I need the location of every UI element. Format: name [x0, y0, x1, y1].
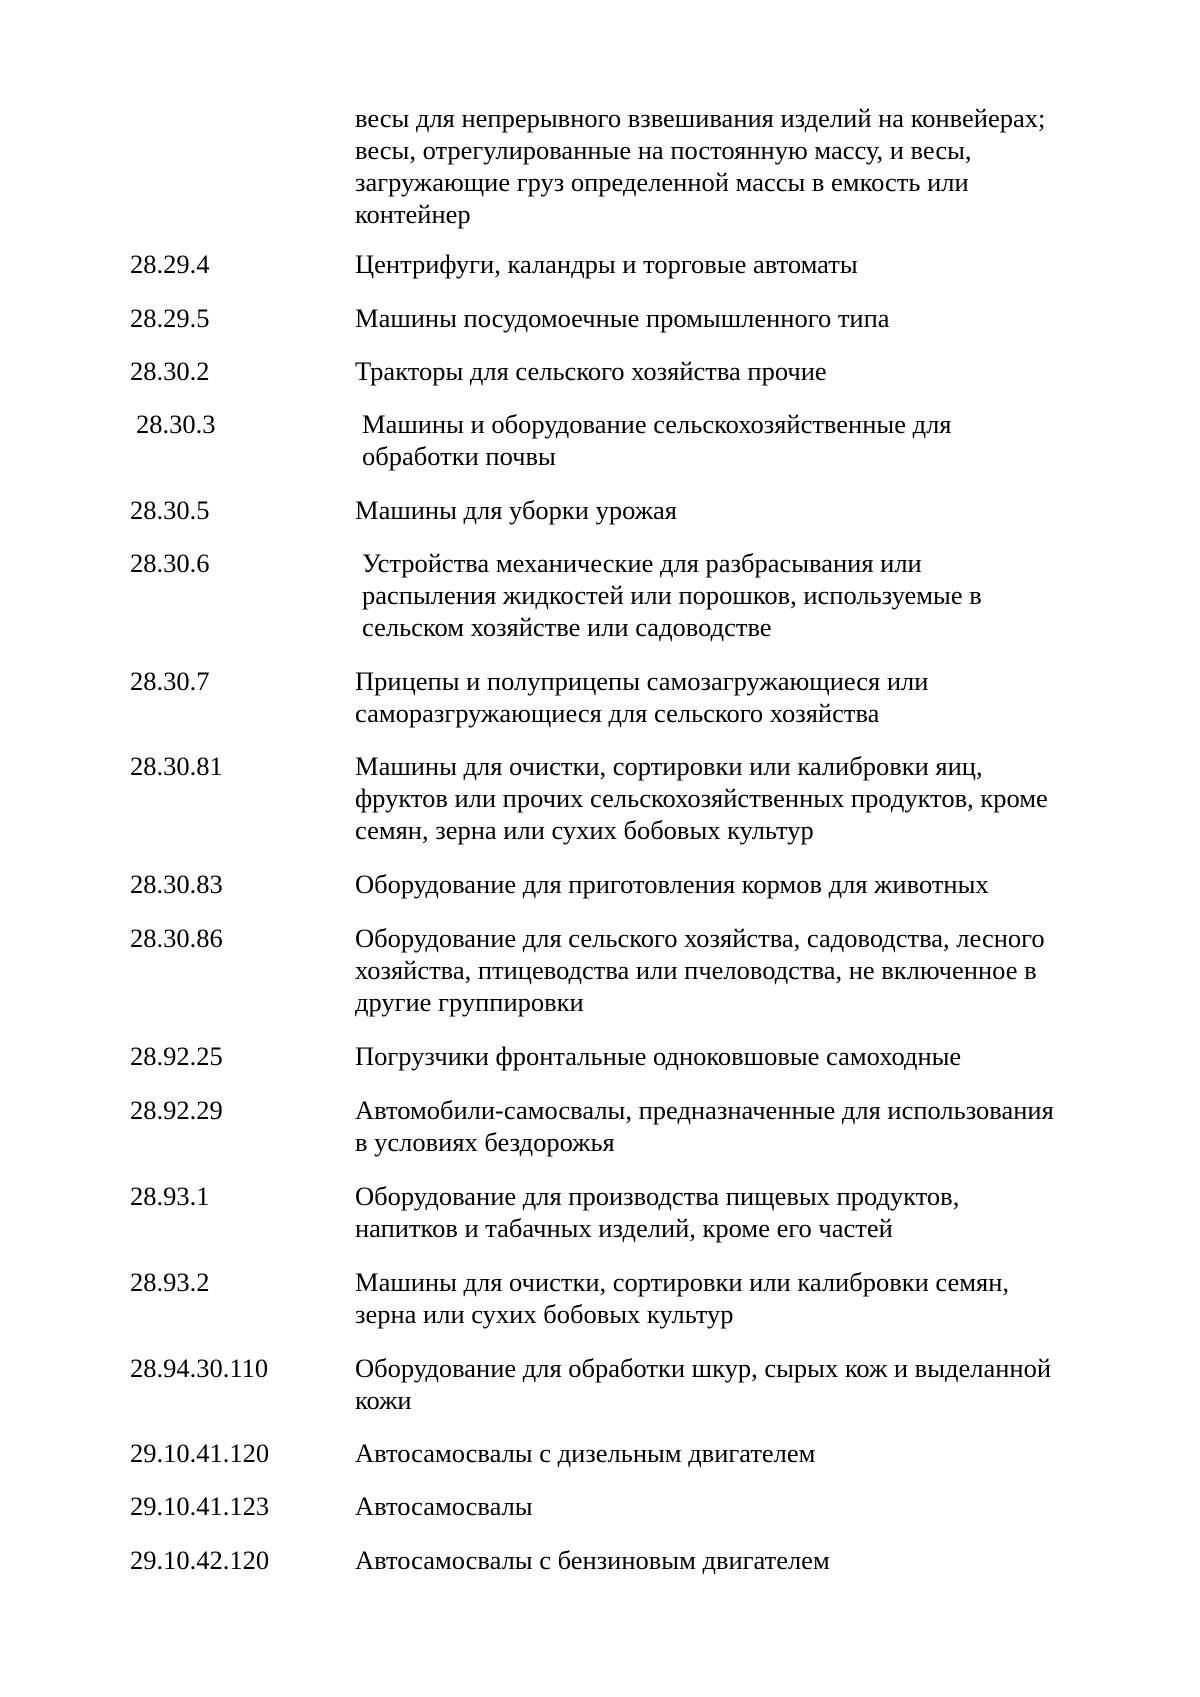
description-line: обработки почвы — [362, 441, 556, 471]
entry-code: 28.93.2 — [130, 1267, 210, 1297]
entry-description — [355, 1266, 1125, 1330]
entry-description — [355, 1437, 1125, 1469]
entry-code: 28.30.5 — [130, 495, 210, 525]
description-line: саморазгружающиеся для сельского хозяйства — [355, 698, 880, 728]
entry-code: 28.30.7 — [130, 666, 210, 696]
entry-code: 29.10.42.120 — [130, 1545, 270, 1575]
entry-description — [355, 302, 1125, 334]
entry-description — [355, 248, 1125, 280]
description-line: Оборудование для приготовления кормов для животных — [355, 869, 989, 899]
entry-description — [362, 547, 1132, 643]
description-line: другие группировки — [355, 987, 584, 1017]
description-line: напитков и табачных изделий, кроме его частей — [355, 1213, 893, 1243]
entry-description — [355, 1490, 1125, 1522]
entry-description — [355, 1352, 1125, 1416]
entry-description — [355, 665, 1125, 729]
entry-code: 29.10.41.120 — [130, 1438, 270, 1468]
description-line: Оборудование для производства пищевых продуктов, — [355, 1181, 960, 1211]
description-line: Центрифуги, каландры и торговые автоматы — [355, 249, 858, 279]
description-line: фруктов или прочих сельскохозяйственных продуктов, кроме — [355, 783, 1048, 813]
description-line: Тракторы для сельского хозяйства прочие — [355, 356, 827, 386]
description-line: Автосамосвалы с дизельным двигателем — [355, 1438, 816, 1468]
description-line: Прицепы и полуприцепы самозагружающиеся или — [355, 666, 929, 696]
entry-description — [355, 868, 1125, 900]
description-line: Оборудование для обработки шкур, сырых кож и выделанной — [355, 1353, 1052, 1383]
entry-code: 28.92.25 — [130, 1041, 223, 1071]
description-line: хозяйства, птицеводства или пчеловодства, не включенное в — [355, 955, 1037, 985]
entry-description — [355, 1094, 1125, 1158]
entry-code: 28.94.30.110 — [130, 1353, 269, 1383]
description-line: Автосамосвалы с бензиновым двигателем — [355, 1545, 830, 1575]
entry-description — [355, 355, 1125, 387]
entry-code: 28.29.5 — [130, 303, 210, 333]
description-line: семян, зерна или сухих бобовых культур — [355, 815, 814, 845]
description-line: Машины для очистки, сортировки или калибровки яиц, — [355, 751, 983, 781]
entry-code: 28.30.2 — [130, 356, 210, 386]
entry-description — [362, 408, 1132, 472]
entry-description — [355, 1040, 1125, 1072]
entry-code: 28.92.29 — [130, 1095, 223, 1125]
entry-code: 28.30.81 — [130, 751, 223, 781]
continuation-description — [355, 102, 1125, 230]
description-line: Машины и оборудование сельскохозяйственные для — [362, 409, 952, 439]
entry-code: 28.93.1 — [130, 1181, 210, 1211]
description-line: контейнер — [355, 199, 471, 229]
description-line: весы для непрерывного взвешивания изделий на конвейерах; — [355, 103, 1046, 133]
description-line: Автосамосвалы — [355, 1491, 533, 1521]
description-line: Машины для очистки, сортировки или калибровки семян, — [355, 1267, 1010, 1297]
description-line: Машины посудомоечные промышленного типа — [355, 303, 890, 333]
entry-code: 28.30.83 — [130, 869, 223, 899]
description-line: Устройства механические для разбрасывания или — [362, 548, 922, 578]
entry-description — [355, 750, 1125, 846]
entry-description — [355, 494, 1125, 526]
description-line: Оборудование для сельского хозяйства, садоводства, лесного — [355, 923, 1045, 953]
description-line: Машины для уборки урожая — [355, 495, 677, 525]
entry-code: 28.30.86 — [130, 923, 223, 953]
description-line: распыления жидкостей или порошков, используемые в — [362, 580, 982, 610]
description-line: зерна или сухих бобовых культур — [355, 1299, 734, 1329]
entry-description — [355, 1544, 1125, 1576]
description-line: сельском хозяйстве или садоводстве — [362, 612, 772, 642]
entry-code: 28.30.3 — [136, 409, 216, 439]
description-line: Погрузчики фронтальные одноковшовые самоходные — [355, 1041, 962, 1071]
description-line: кожи — [355, 1385, 412, 1415]
description-line: Автомобили-самосвалы, предназначенные для использования — [355, 1095, 1054, 1125]
description-line: загружающие груз определенной массы в емкость или — [355, 167, 969, 197]
description-line: весы, отрегулированные на постоянную массу, и весы, — [355, 135, 972, 165]
entry-description — [355, 1180, 1125, 1244]
entry-code: 28.30.6 — [130, 548, 210, 578]
entry-code: 29.10.41.123 — [130, 1491, 270, 1521]
entry-description — [355, 922, 1125, 1018]
entry-code: 28.29.4 — [130, 249, 210, 279]
description-line: в условиях бездорожья — [355, 1127, 615, 1157]
